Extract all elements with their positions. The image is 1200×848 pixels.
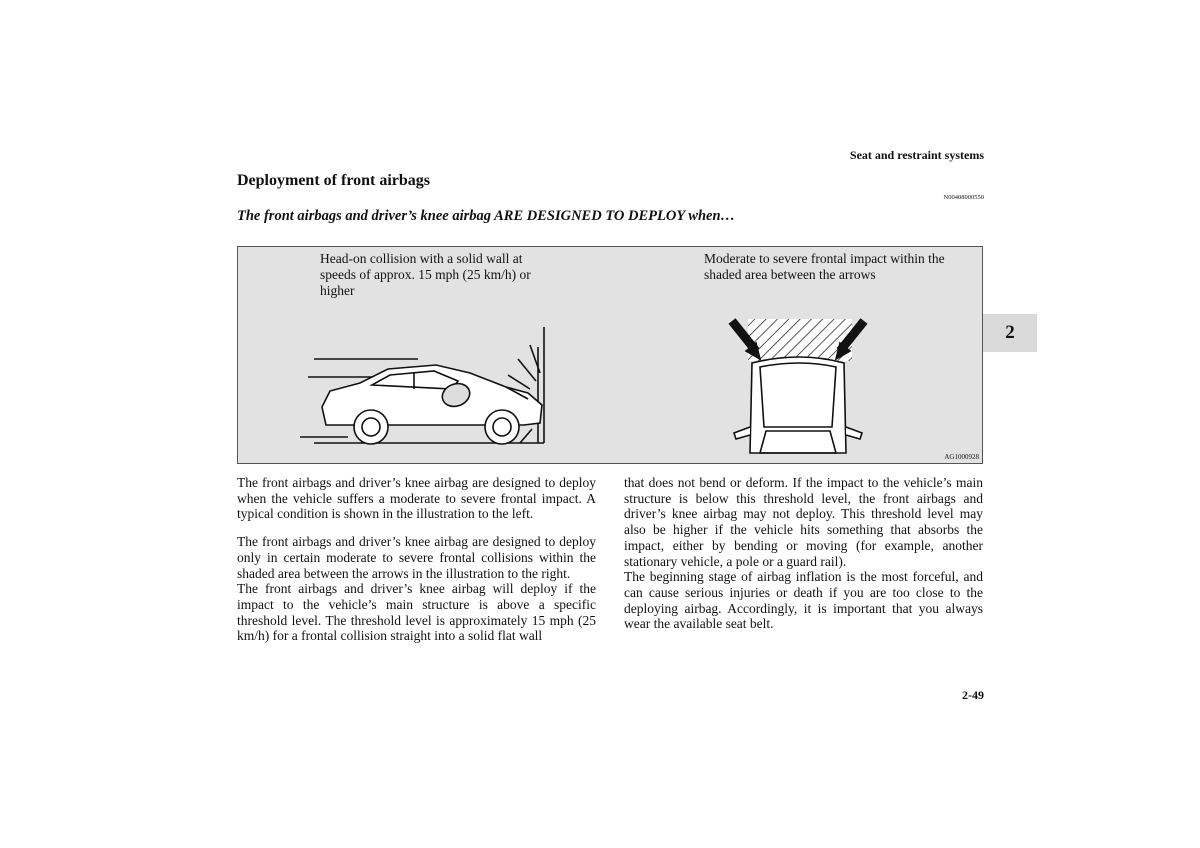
chapter-tab (983, 314, 1037, 352)
body-paragraph: The front airbags and driver’s knee airbag are designed to deploy only in certain moderate to severe frontal collisions within the shaded area between the arrows in the illustration to the right. (237, 534, 596, 581)
page-number: 2-49 (962, 688, 984, 702)
car-top-view-impact-zone-illustration (732, 319, 864, 453)
section-title: Deployment of front airbags (237, 172, 431, 189)
caption-shaded-area: Moderate to severe frontal impact within the shaded area between the arrows (704, 251, 945, 282)
car-side-collision-illustration (300, 327, 544, 444)
section-subtitle: The front airbags and driver’s knee airbag ARE DESIGNED TO DEPLOY when… (237, 208, 736, 224)
body-paragraph: The front airbags and driver’s knee airbag will deploy if the impact to the vehicle’s main structure is above a specific threshold level. The threshold level is approximately 15 mph (25 km/h) for a frontal collision straight into a solid flat wall (237, 581, 596, 644)
body-column-right (624, 475, 983, 632)
illustration-panel (237, 246, 983, 464)
document-code: N00408000550 (943, 194, 984, 201)
body-paragraph: The front airbags and driver’s knee airbag are designed to deploy when the vehicle suffers a moderate to severe frontal impact. A typical condition is shown in the illustration to the left. (237, 475, 596, 522)
body-column-left (237, 475, 596, 644)
chapter-number: 2 (1005, 322, 1015, 343)
figure-code: AG1000928 (944, 453, 979, 461)
body-paragraph: that does not bend or deform. If the impact to the vehicle’s main structure is below this threshold level, the front airbags and driver’s knee airbag may not deploy. This threshold level may also be higher if the vehicle hits something that absorbs the impact, either by bending or moving (for example, another stationary vehicle, a pole or a guard rail). (624, 475, 983, 569)
body-paragraph: The beginning stage of airbag inflation is the most forceful, and can cause serious injuries or death if you are too close to the deploying airbag. Accordingly, it is important that you always wear the available seat belt. (624, 569, 983, 632)
running-header: Seat and restraint systems (849, 148, 984, 162)
caption-head-on-collision: Head-on collision with a solid wall at speeds of approx. 15 mph (25 km/h) or higher (320, 251, 531, 298)
